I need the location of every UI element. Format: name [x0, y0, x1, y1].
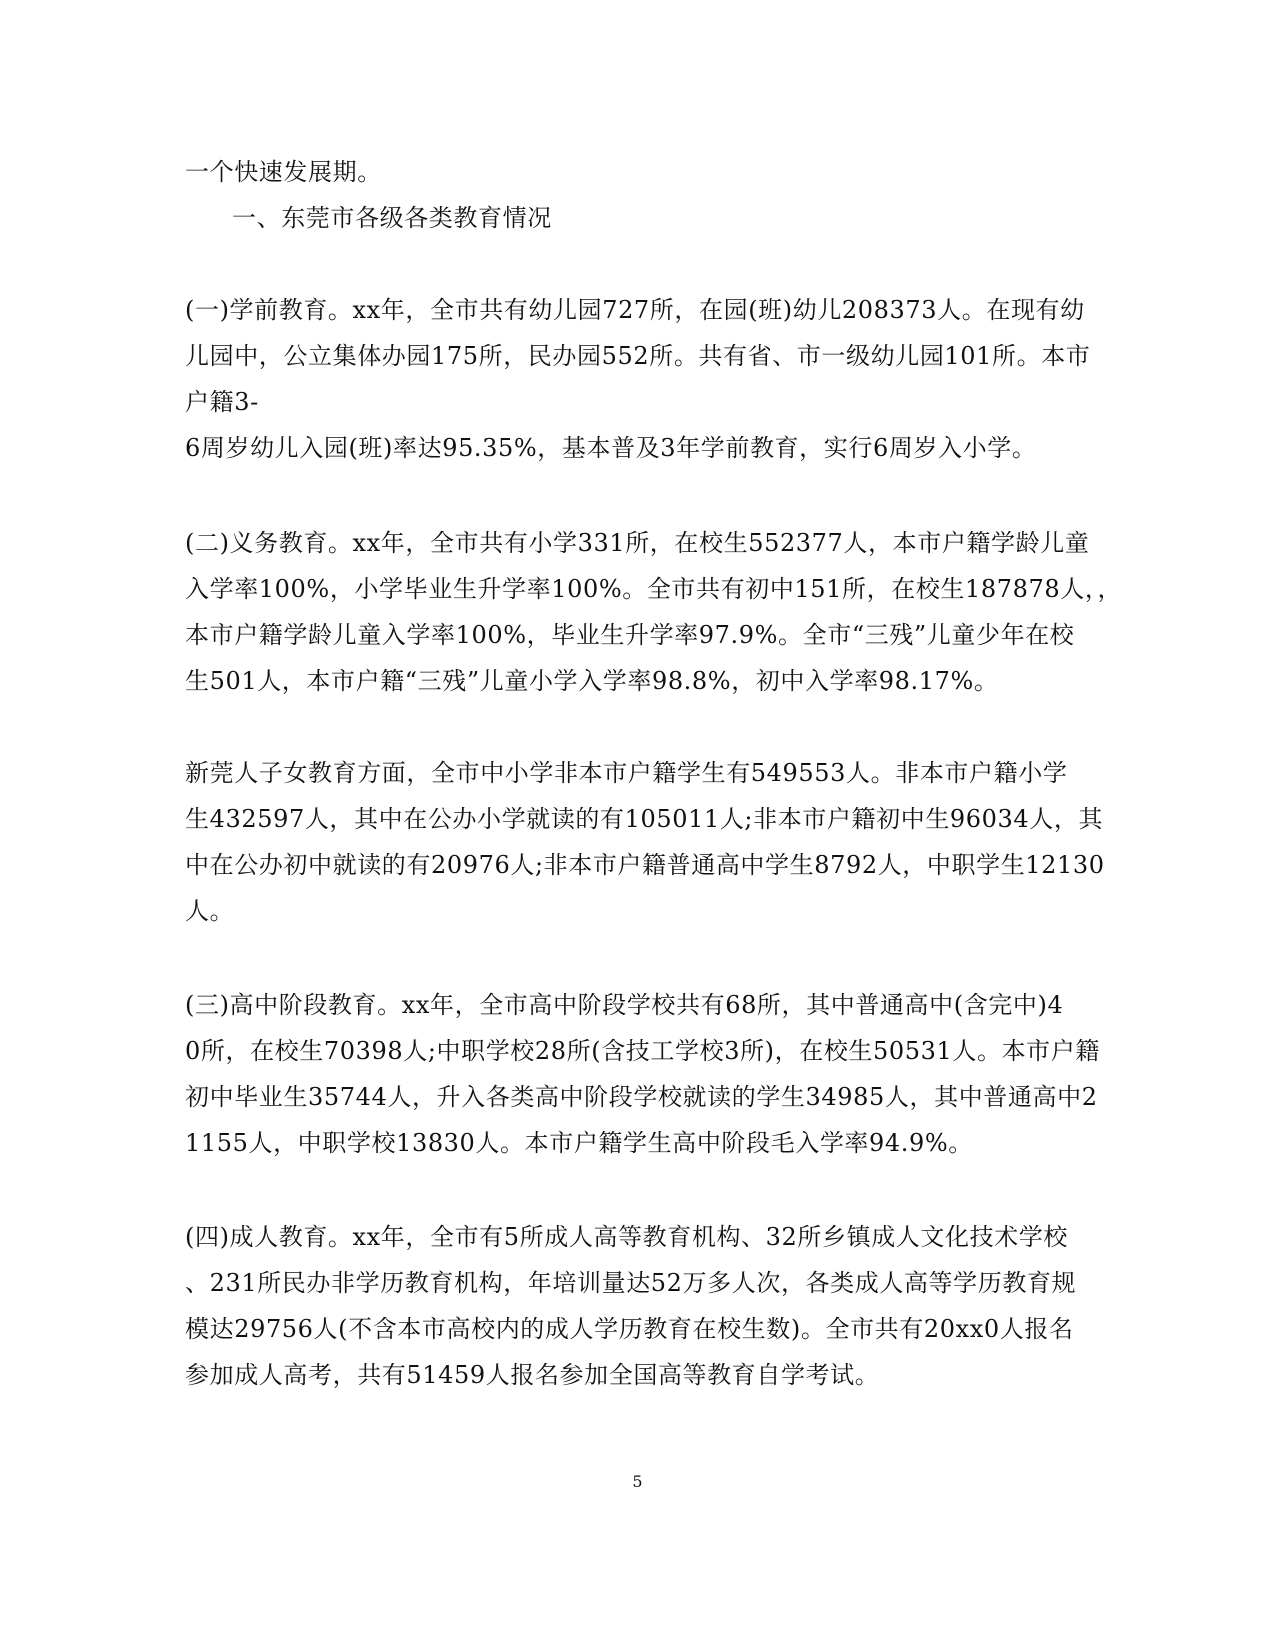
- text-line: 中在公办初中就读的有20976人;非本市户籍普通高中学生8792人，中职学生12130: [185, 851, 1105, 879]
- text-line: 、231所民办非学历教育机构，年培训量达52万多人次，各类成人高等学历教育规: [185, 1269, 1077, 1297]
- text-line: 参加成人高考，共有51459人报名参加全国高等教育自学考试。: [185, 1361, 880, 1389]
- text-line: 户籍3-: [185, 388, 259, 416]
- text-line: (四)成人教育。xx年，全市有5所成人高等教育机构、32所乡镇成人文化技术学校: [185, 1223, 1069, 1251]
- text-line: 0所，在校生70398人;中职学校28所(含技工学校3所)，在校生50531人。本市户籍: [185, 1037, 1100, 1065]
- text-line: 1155人，中职学校13830人。本市户籍学生高中阶段毛入学率94.9%。: [185, 1129, 973, 1157]
- text-line: (三)高中阶段教育。xx年，全市高中阶段学校共有68所，其中普通高中(含完中)4: [185, 991, 1064, 1019]
- text-line: 入学率100%，小学毕业生升学率100%。全市共有初中151所，在校生187878人，，: [185, 575, 1123, 603]
- text-line: 新莞人子女教育方面，全市中小学非本市户籍学生有549553人。非本市户籍小学: [185, 759, 1068, 787]
- text-line: 生432597人，其中在公办小学就读的有105011人;非本市户籍初中生96034人，其: [185, 805, 1104, 833]
- text-line: 本市户籍学龄儿童入学率100%，毕业生升学率97.9%。全市“三残”儿童少年在校: [185, 621, 1075, 649]
- page-number: 5: [632, 1472, 643, 1491]
- text-line: 6周岁幼儿入园(班)率达95.35%，基本普及3年学前教育，实行6周岁入小学。: [185, 434, 1037, 462]
- text-line: (一)学前教育。xx年，全市共有幼儿园727所，在园(班)幼儿208373人。在现有幼: [185, 296, 1085, 324]
- text-line: 生501人，本市户籍“三残”儿童小学入学率98.8%，初中入学率98.17%。: [185, 667, 999, 695]
- text-line: 一个快速发展期。: [185, 158, 382, 186]
- section-heading: 一、东莞市各级各类教育情况: [232, 204, 552, 232]
- text-line: 初中毕业生35744人，升入各类高中阶段学校就读的学生34985人，其中普通高中2: [185, 1083, 1098, 1111]
- text-line: 儿园中，公立集体办园175所，民办园552所。共有省、市一级幼儿园101所。本市: [185, 342, 1091, 370]
- text-line: 模达29756人(不含本市高校内的成人学历教育在校生数)。全市共有20xx0人报名: [185, 1315, 1074, 1343]
- text-line: (二)义务教育。xx年，全市共有小学331所，在校生552377人，本市户籍学龄儿童: [185, 529, 1090, 557]
- text-line: 人。: [185, 897, 235, 925]
